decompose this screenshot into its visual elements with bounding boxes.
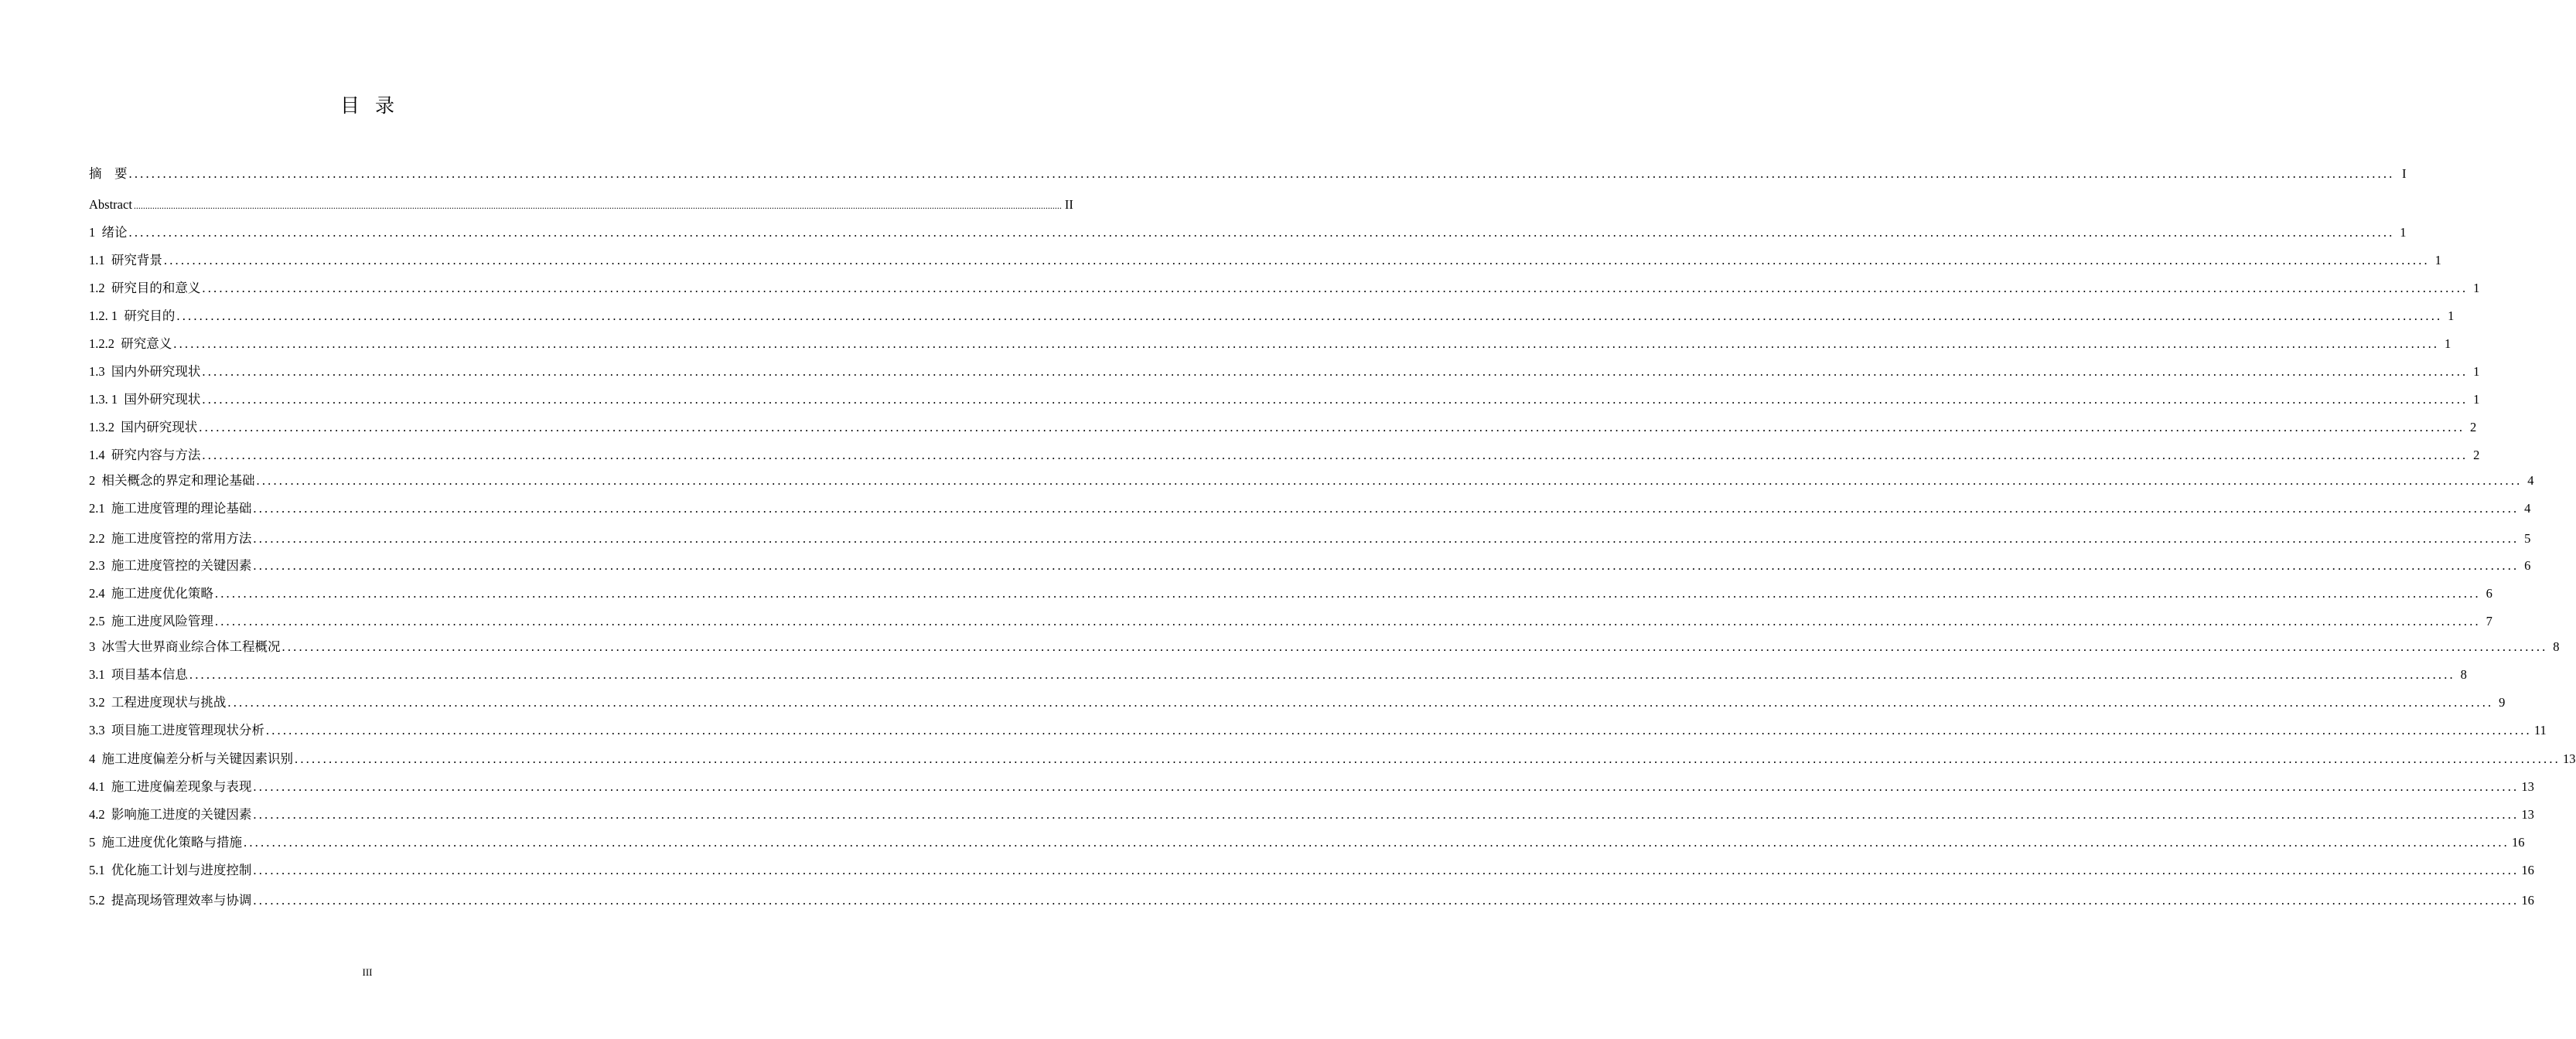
footer-page-number: III [362,966,373,978]
toc-entry-page: 16 [2521,863,2534,877]
toc-dot-leader: ................................................................................................................................................................................................................................................................................................................................................................................................................ [163,253,2430,267]
toc-entry[interactable] [89,446,2480,465]
toc-entry[interactable] [89,721,2547,740]
toc-dot-leader: ................................................................................................................................................................................................................................................................................................................................................................................................................ [128,166,2395,181]
toc-entry[interactable] [89,638,2560,656]
toc-entry-page: 16 [2521,893,2534,908]
toc-entry-page: 13 [2521,807,2534,822]
toc-entry[interactable] [89,418,2477,437]
toc-entry-label: 3.2 工程进度现状与挑战 [89,695,227,710]
toc-entry[interactable] [89,612,2492,631]
toc-dot-leader: ................................................................................................................................................................................................................................................................................................................................................................................................................ [202,392,2469,407]
toc-dot-leader: ................................................................................................................................................................................................................................................................................................................................................................................................................ [244,835,2509,850]
toc-entry-label: 2.2 施工进度管控的常用方法 [89,531,252,546]
toc-entry[interactable] [89,666,2467,684]
toc-entry[interactable] [89,557,2531,575]
page-title: 目录 [339,96,410,117]
toc-entry-label: 4.1 施工进度偏差现象与表现 [89,779,252,794]
toc-dot-leader: ................................................................................................................................................................................................................................................................................................................................................................................................................ [253,779,2520,794]
toc-entry-page: 1 [2400,225,2407,240]
toc-entry-label: 1.3. 1 国外研究现状 [89,392,201,407]
toc-entry-label: 1.4 研究内容与方法 [89,448,201,462]
toc-entry-label: 1.2. 1 研究目的 [89,308,176,323]
toc-dot-leader: ................................................................................................................................................................................................................................................................................................................................................................................................................ [214,614,2481,629]
toc-entry[interactable] [89,165,2407,183]
toc-entry-label: 5.2 提高现场管理效率与协调 [89,893,252,908]
toc-entry[interactable] [89,390,2480,409]
toc-entry-page: 1 [2473,392,2480,407]
toc-entry-page: 1 [2448,308,2455,323]
toc-dot-leader: ................................................................................................................................................................................................................................................................................................................................................................................................................ [214,586,2481,601]
toc-entry[interactable] [89,778,2534,796]
toc-entry-page: 13 [2563,751,2576,766]
toc-entry[interactable] [89,223,2407,242]
toc-entry[interactable] [89,307,2455,325]
toc-dot-leader: ................................................................................................................................................................................................................................................................................................................................................................................................................ [253,558,2520,573]
toc-entry[interactable] [89,693,2506,712]
toc-entry-label: 1.2 研究目的和意义 [89,281,201,295]
toc-dot-leader: ................................................................................................................................................................................................................................................................................................................................................................................................................ [253,893,2520,908]
toc-entry-label: 摘 要 [89,166,128,181]
toc-entry-page: 13 [2521,779,2534,794]
toc-entry[interactable] [89,363,2480,381]
toc-entry-page: 4 [2527,473,2534,488]
toc-entry-page: 8 [2460,667,2467,682]
toc-entry-label: 1 绪论 [89,225,128,240]
toc-entry-label: 3 冰雪大世界商业综合体工程概况 [89,639,281,654]
toc-entry[interactable] [89,861,2534,880]
toc-dot-leader: ................................................................................................................................................................................................................................................................................................................................................................................................................ [176,308,2443,323]
toc-entry-label: 2.4 施工进度优化策略 [89,586,213,601]
toc-dot-leader: ................................................................................................................................................................................................................................................................................................................................................................................................................ [253,531,2520,546]
toc-dot-leader: ................................................................................................................................................................................................................................................................................................................................................................................................................ [133,200,1062,211]
toc-entry-page: 2 [2470,420,2477,434]
toc-entry[interactable] [89,472,2534,490]
toc-entry[interactable] [89,891,2534,910]
toc-entry-page: I [2402,166,2407,181]
toc-entry-label: 4 施工进度偏差分析与关键因素识别 [89,751,293,766]
toc-entry[interactable] [89,499,2531,518]
toc-entry-label: 1.3.2 国内研究现状 [89,420,198,434]
toc-dot-leader: ................................................................................................................................................................................................................................................................................................................................................................................................................ [173,336,2440,351]
toc-entry-label: 2 相关概念的界定和理论基础 [89,473,255,488]
toc-entry[interactable] [89,584,2492,603]
toc-entry[interactable] [89,279,2480,298]
toc-entry-page: 1 [2434,253,2441,267]
toc-dot-leader: ................................................................................................................................................................................................................................................................................................................................................................................................................ [253,863,2520,877]
toc-entry-label: 1.1 研究背景 [89,253,162,267]
toc-entry-page: 4 [2524,501,2531,516]
toc-dot-leader: ................................................................................................................................................................................................................................................................................................................................................................................................................ [281,639,2548,654]
toc-dot-leader: ................................................................................................................................................................................................................................................................................................................................................................................................................ [128,225,2395,240]
toc-entry[interactable] [89,530,2531,548]
toc-dot-leader: ................................................................................................................................................................................................................................................................................................................................................................................................................ [227,695,2494,710]
toc-dot-leader: ................................................................................................................................................................................................................................................................................................................................................................................................................ [202,364,2469,379]
toc-entry-label: 4.2 影响施工进度的关键因素 [89,807,252,822]
toc-entry[interactable] [89,833,2525,852]
toc-entry[interactable] [89,335,2451,353]
toc-entry-page: 7 [2486,614,2492,629]
toc-entry[interactable] [89,750,2576,768]
toc-entry-label: 1.2.2 研究意义 [89,336,172,351]
toc-entry-page: 1 [2473,364,2480,379]
toc-entry-label: 1.3 国内外研究现状 [89,364,201,379]
toc-dot-leader: ................................................................................................................................................................................................................................................................................................................................................................................................................ [202,281,2469,295]
toc-dot-leader: ................................................................................................................................................................................................................................................................................................................................................................................................................ [253,807,2520,822]
toc-entry-page: 6 [2486,586,2492,601]
toc-entry-label: 2.5 施工进度风险管理 [89,614,213,629]
toc-dot-leader: ................................................................................................................................................................................................................................................................................................................................................................................................................ [253,501,2520,516]
toc-dot-leader: ................................................................................................................................................................................................................................................................................................................................................................................................................ [256,473,2523,488]
toc-entry-label: 3.3 项目施工进度管理现状分析 [89,723,264,738]
toc-entry-label: 5 施工进度优化策略与措施 [89,835,242,850]
toc-dot-leader: ................................................................................................................................................................................................................................................................................................................................................................................................................ [265,723,2532,738]
toc-entry-label: 2.3 施工进度管控的关键因素 [89,558,252,573]
toc-entry-page: 11 [2533,723,2547,738]
toc-entry-page: 1 [2445,336,2451,351]
toc-dot-leader: ................................................................................................................................................................................................................................................................................................................................................................................................................ [295,751,2561,766]
toc-entry-label: 3.1 项目基本信息 [89,667,188,682]
toc-entry[interactable] [89,806,2534,824]
toc-entry-page: 16 [2512,835,2525,850]
toc-entry-label: Abstract [89,197,132,212]
toc-entry[interactable] [89,251,2441,270]
toc-entry[interactable] [89,196,1073,214]
toc-dot-leader: ................................................................................................................................................................................................................................................................................................................................................................................................................ [199,420,2465,434]
toc-entry-page: 6 [2524,558,2531,573]
toc-entry-page: 5 [2524,531,2531,546]
toc-dot-leader: ................................................................................................................................................................................................................................................................................................................................................................................................................ [202,448,2469,462]
toc-entry-page: II [1064,197,1073,212]
toc-entry-page: 8 [2553,639,2560,654]
toc-dot-leader: ................................................................................................................................................................................................................................................................................................................................................................................................................ [189,667,2455,682]
toc-entry-page: 1 [2473,281,2480,295]
toc-entry-label: 2.1 施工进度管理的理论基础 [89,501,252,516]
toc-entry-label: 5.1 优化施工计划与进度控制 [89,863,252,877]
toc-entry-page: 2 [2473,448,2480,462]
toc-entry-page: 9 [2499,695,2506,710]
